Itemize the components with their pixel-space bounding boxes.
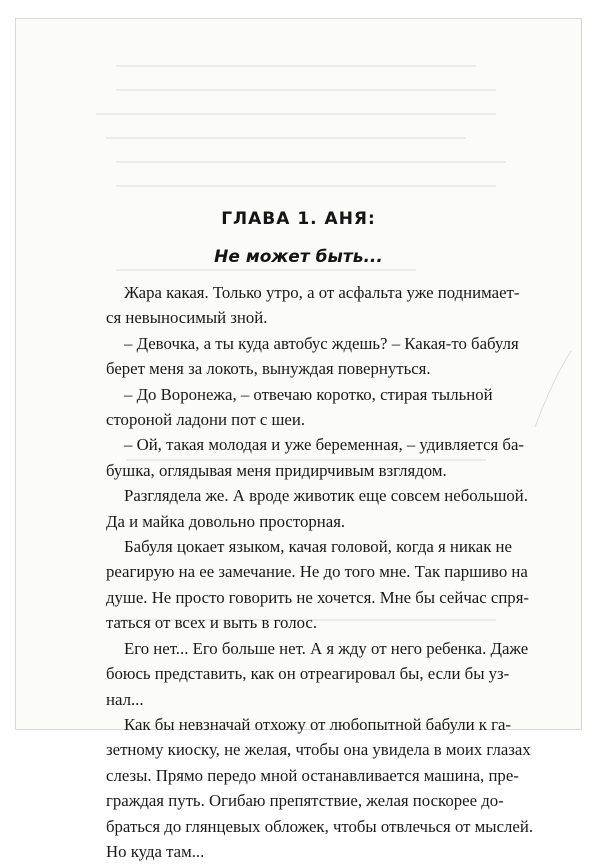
text-line: Его нет... Его больше нет. А я жду от него ребенка. Даже	[124, 638, 529, 658]
text-line: душе. Не просто говорить не хочется. Мне бы сейчас спря-	[106, 587, 529, 607]
body-text	[106, 280, 534, 864]
text-line: реагирую на ее замечание. Не до того мне. Так паршиво на	[106, 562, 528, 582]
text-line: Как бы невзначай отхожу от любопытной бабули к га-	[124, 714, 512, 734]
text-line: зетному киоску, не желая, чтобы она увидела в моих глазах	[106, 740, 531, 760]
text-line: браться до глянцевых обложек, чтобы отвлечься от мыслей.	[106, 816, 534, 836]
text-line: боюсь представить, как он отреагировал бы, если бы уз-	[106, 664, 510, 684]
text-line: Жара какая. Только утро, а от асфальта уже поднимает-	[124, 283, 520, 302]
text-line: Разглядела же. А вроде животик еще совсем небольшой.	[124, 486, 528, 506]
text-line: таться от всех и выть в голос.	[106, 613, 318, 633]
text-line: бушка, оглядывая меня придирчивым взглядом.	[106, 460, 447, 480]
text-line: ся невыносимый зной.	[106, 308, 268, 328]
text-line: – Ой, такая молодая и уже беременная, – удивляется ба-	[124, 435, 525, 455]
text-line: стороной ладони пот с шеи.	[106, 410, 306, 430]
text-line: Бабуля цокает языком, качая головой, когда я никак не	[124, 537, 512, 557]
chapter-title: ГЛАВА 1. АНЯ:	[221, 209, 376, 229]
text-line: нал...	[106, 689, 144, 709]
text-line: Да и майка довольно просторная.	[106, 511, 346, 531]
text-line: берет меня за локоть, вынуждая повернуться.	[106, 359, 431, 379]
text-line: граждая путь. Огибаю препятствие, желая поскорее до-	[106, 791, 504, 811]
text-line: слезы. Прямо передо мной останавливается машина, пре-	[106, 765, 519, 785]
chapter-subtitle: Не может быть...	[214, 247, 383, 267]
text-line: Но куда там...	[106, 841, 205, 861]
text-line: – Девочка, а ты куда автобус ждешь? – Какая-то бабуля	[124, 333, 519, 353]
text-line: – До Воронежа, – отвечаю коротко, стирая тыльной	[124, 384, 493, 404]
book-page	[15, 18, 582, 861]
page-curve-mark	[533, 349, 573, 429]
